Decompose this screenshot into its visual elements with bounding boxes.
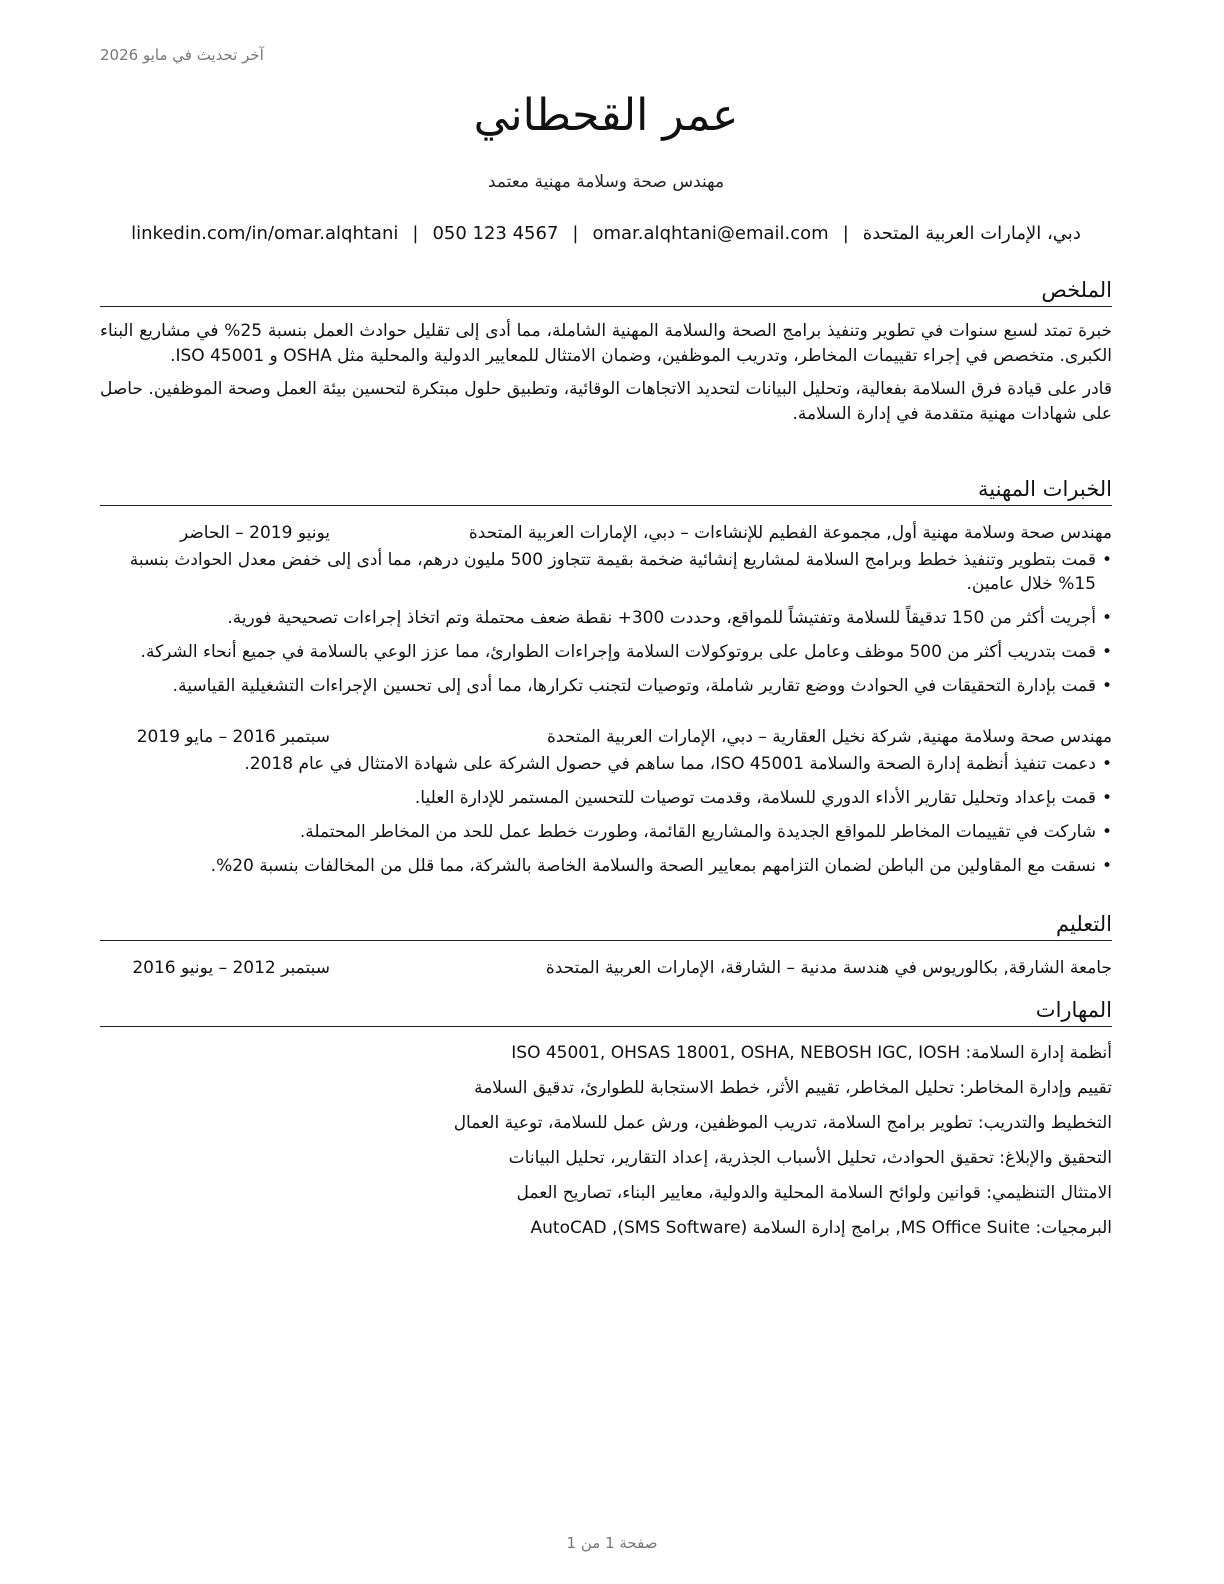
contact-linkedin[interactable]: linkedin.com/in/omar.alqhtani	[131, 223, 399, 244]
education-section	[100, 910, 1112, 981]
education-dates: سبتمبر 2012 – يونيو 2016	[132, 958, 330, 978]
list-item: • قمت بإدارة التحقيقات في الحوادث ووضع تقارير شاملة، وتوصيات لتجنب تكرارها، مما أدى إلى تحسين الإجراءات التشغيلية القياسية.	[100, 674, 1112, 698]
list-item: • قمت بإعداد وتحليل تقارير الأداء الدوري للسلامة، وقدمت توصيات للتحسين المستمر للإدارة العليا.	[100, 786, 1112, 810]
contact-separator: |	[842, 223, 849, 244]
skill-item: الامتثال التنظيمي: قوانين ولوائح السلامة المحلية والدولية، معايير البناء، تصاريح العمل	[516, 1183, 1112, 1203]
list-item: • قمت بتطوير وتنفيذ خطط وبرامج السلامة لمشاريع إنشائية ضخمة بقيمة تتجاوز 500 مليون درهم، مما أدى إلى خفض معدل الحوادث بنسبة 15% خلال عامين.	[100, 548, 1112, 596]
skills-list	[100, 1041, 1112, 1241]
list-item: • دعمت تنفيذ أنظمة إدارة الصحة والسلامة ISO 45001، مما ساهم في حصول الشركة على شهادة الامتثال في عام 2018.	[100, 752, 1112, 776]
contact-line	[112, 223, 1100, 244]
job-entry	[100, 520, 1112, 698]
contact-phone[interactable]: 050 123 4567	[432, 223, 559, 244]
last-updated: آخر تحديث في مايو 2026	[100, 46, 264, 64]
list-item: • أجريت أكثر من 150 تدقيقاً للسلامة وتفتيشاً للمواقع، وحددت 300+ نقطة ضعف محتملة وتم اتخاذ إجراءات تصحيحية فورية.	[100, 606, 1112, 630]
contact-email[interactable]: omar.alqhtani@email.com	[592, 223, 829, 244]
job-dates: سبتمبر 2016 – مايو 2019	[136, 727, 330, 747]
summary-paragraph: قادر على قيادة فرق السلامة بفعالية، وتحليل البيانات لتحديد الاتجاهات الوقائية، وتطبيق حلول مبتكرة لتحسين بيئة العمل وصحة الموظفين. حاصل على شهادات مهنية متقدمة في إدارة السلامة.	[100, 379, 1112, 424]
experience-section	[100, 475, 1112, 878]
list-item: • نسقت مع المقاولين من الباطن لضمان التزامهم بمعايير الصحة والسلامة الخاصة بالشركة، مما قلل من المخالفات بنسبة 20%.	[100, 854, 1112, 878]
job-role-company: مهندس صحة وسلامة مهنية أول, مجموعة الفطيم للإنشاءات – دبي، الإمارات العربية المتحدة	[468, 523, 1112, 543]
job-entry	[100, 724, 1112, 878]
list-item: • قمت بتدريب أكثر من 500 موظف وعامل على بروتوكولات السلامة وإجراءات الطوارئ، مما عزز الوعي بالسلامة في جميع أنحاء الشركة.	[100, 640, 1112, 664]
job-role-company: مهندس صحة وسلامة مهنية, شركة نخيل العقارية – دبي، الإمارات العربية المتحدة	[547, 727, 1112, 747]
summary-paragraph: خبرة تمتد لسبع سنوات في تطوير وتنفيذ برامج الصحة والسلامة المهنية الشاملة، مما أدى إلى تقليل حوادث العمل بنسبة 25% في مشاريع البناء الكبرى. متخصص في إجراء تقييمات المخاطر، وتدريب الموظفين، وضمان الامتثال للمعايير الدولية والمحلية مثل OSHA و ISO 45001.	[100, 321, 1113, 366]
education-entry: جامعة الشارقة, بكالوريوس في هندسة مدنية – الشارقة، الإمارات العربية المتحدة	[545, 958, 1112, 978]
resume-page	[100, 0, 1112, 1584]
candidate-name: عمر القحطاني	[473, 90, 739, 141]
experience-heading: الخبرات المهنية	[100, 475, 1112, 506]
skill-item: البرمجيات: MS Office Suite, برامج إدارة السلامة (SMS Software), AutoCAD	[530, 1218, 1112, 1238]
job-bullets	[100, 752, 1112, 878]
contact-separator: |	[572, 223, 579, 244]
skill-item: أنظمة إدارة السلامة: ISO 45001, OHSAS 18001, OSHA, NEBOSH IGC, IOSH	[511, 1043, 1112, 1063]
candidate-title: مهندس صحة وسلامة مهنية معتمد	[487, 172, 725, 192]
summary-section	[100, 276, 1112, 427]
skill-item: التخطيط والتدريب: تطوير برامج السلامة، تدريب الموظفين، ورش عمل للسلامة، توعية العمال	[453, 1113, 1112, 1133]
page-footer: صفحة 1 من 1	[566, 1534, 658, 1552]
summary-heading: الملخص	[100, 276, 1112, 307]
education-heading: التعليم	[100, 910, 1112, 941]
skills-heading: المهارات	[100, 996, 1112, 1027]
list-item: • شاركت في تقييمات المخاطر للمواقع الجديدة والمشاريع القائمة، وطورت خطط عمل للحد من المخاطر المحتملة.	[100, 820, 1112, 844]
contact-location: دبي، الإمارات العربية المتحدة	[862, 223, 1081, 244]
job-bullets	[100, 548, 1112, 698]
contact-separator: |	[412, 223, 419, 244]
skills-section	[100, 996, 1112, 1251]
skill-item: تقييم وإدارة المخاطر: تحليل المخاطر، تقييم الأثر، خطط الاستجابة للطوارئ، تدقيق السلامة	[474, 1078, 1112, 1098]
skill-item: التحقيق والإبلاغ: تحقيق الحوادث، تحليل الأسباب الجذرية، إعداد التقارير، تحليل البيانات	[508, 1148, 1112, 1168]
job-dates: يونيو 2019 – الحاضر	[179, 523, 330, 543]
